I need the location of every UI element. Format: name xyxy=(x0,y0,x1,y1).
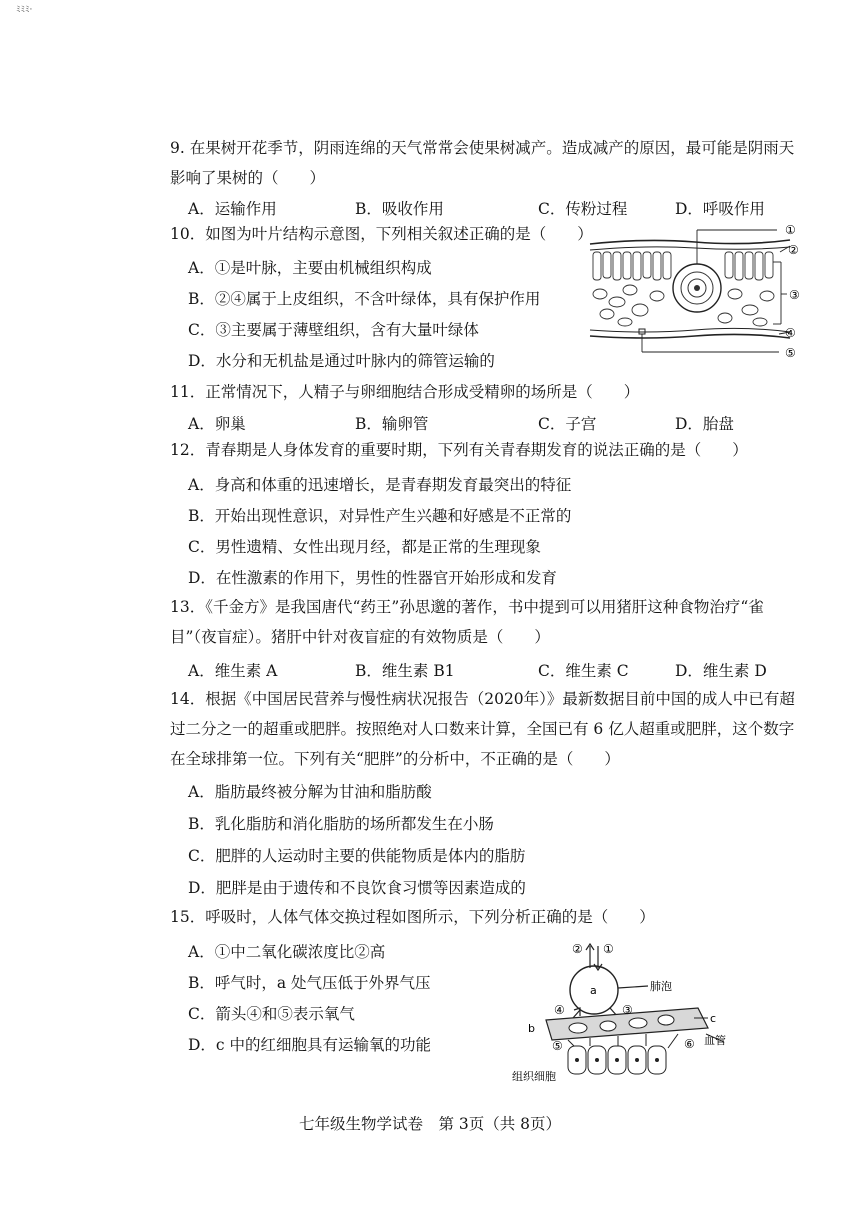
question-14-option-c: C．肥胖的人运动时主要的供能物质是体内的脂肪 xyxy=(188,847,526,865)
gas-label-4: ④ xyxy=(554,1003,565,1017)
question-13-stem-line1: 13．《千金方》是我国唐代“药王”孙思邈的著作，书中提到可以用猪肝这种食物治疗“雀 xyxy=(170,598,764,616)
leaf-label-3: ③ xyxy=(789,288,800,302)
question-9-stem-line2: 影响了果树的（ ） xyxy=(170,169,326,187)
question-12-stem: 12．青春期是人身体发育的重要时期，下列有关青春期发育的说法正确的是（ ） xyxy=(170,441,748,459)
question-15-stem: 15．呼吸时，人体气体交换过程如图所示，下列分析正确的是（ ） xyxy=(170,908,655,926)
question-9-option-a: A．运输作用 xyxy=(188,200,277,218)
question-12-option-b: B．开始出现性意识，对异性产生兴趣和好感是不正常的 xyxy=(188,507,572,525)
gas-label-1: ① xyxy=(603,942,614,956)
question-10-option-c: C．③主要属于薄壁组织，含有大量叶绿体 xyxy=(188,321,479,339)
question-9 xyxy=(170,133,794,193)
question-14 xyxy=(170,684,795,774)
question-14-option-a: A．脂肪最终被分解为甘油和脂肪酸 xyxy=(188,783,432,801)
question-11-option-a: A．卵巢 xyxy=(188,415,246,433)
leaf-label-2: ② xyxy=(788,243,799,257)
gas-label-vessel: 血管 xyxy=(704,1034,726,1047)
leaf-label-5: ⑤ xyxy=(785,346,796,360)
question-13-stem-line2: 目”（夜盲症）。猪肝中针对夜盲症的有效物质是（ ） xyxy=(170,628,550,646)
gas-label-3: ③ xyxy=(622,1003,633,1017)
question-12-option-d: D．在性激素的作用下，男性的性器官开始形成和发育 xyxy=(188,569,557,587)
question-14-stem-line1: 14．根据《中国居民营养与慢性病状况报告（2020年）》最新数据目前中国的成人中已有超 xyxy=(170,690,795,708)
page-footer: 七年级生物学试卷 第 3页（共 8页） xyxy=(298,1115,562,1133)
gas-label-6: ⑥ xyxy=(684,1037,695,1051)
question-11-option-d: D．胎盘 xyxy=(675,415,734,433)
question-9-stem-line1: 9. 在果树开花季节，阴雨连绵的天气常常会使果树减产。造成减产的原因，最可能是阴雨天 xyxy=(170,139,795,157)
question-14-option-d: D．肥胖是由于遗传和不良饮食习惯等因素造成的 xyxy=(188,879,526,897)
question-12-option-c: C．男性遗精、女性出现月经，都是正常的生理现象 xyxy=(188,538,541,556)
question-15-option-d: D．c 中的红细胞具有运输氧的功能 xyxy=(188,1036,432,1054)
question-13-option-d: D．维生素 D xyxy=(675,662,767,680)
leaf-label-1: ① xyxy=(785,223,796,237)
question-11-option-b: B．输卵管 xyxy=(355,415,429,433)
question-15-option-c: C．箭头④和⑤表示氧气 xyxy=(188,1005,355,1023)
question-10-option-a: A．①是叶脉，主要由机械组织构成 xyxy=(188,259,432,277)
question-14-option-b: B．乳化脂肪和消化脂肪的场所都发生在小肠 xyxy=(188,815,494,833)
question-15-option-b: B．呼气时，a 处气压低于外界气压 xyxy=(188,974,431,992)
gas-label-a: a xyxy=(590,984,597,997)
gas-exchange-figure xyxy=(508,938,748,1088)
question-14-stem-line2: 过二分之一的超重或肥胖。按照绝对人口数来计算，全国已有 6 亿人超重或肥胖，这个数字 xyxy=(170,720,795,738)
leaf-structure-figure xyxy=(585,222,815,362)
scan-mark: ﾐﾐﾐ· xyxy=(16,5,33,15)
gas-label-tissue: 组织细胞 xyxy=(512,1070,556,1083)
question-13-option-b: B．维生素 B1 xyxy=(355,662,455,680)
question-10-option-b: B．②④属于上皮组织，不含叶绿体，具有保护作用 xyxy=(188,290,541,308)
gas-label-alveolus: 肺泡 xyxy=(650,980,672,993)
gas-label-c: c xyxy=(710,1012,717,1025)
leaf-label-4: ④ xyxy=(785,326,796,340)
question-9-option-c: C．传粉过程 xyxy=(538,200,628,218)
question-10-stem: 10．如图为叶片结构示意图，下列相关叙述正确的是（ ） xyxy=(170,225,593,243)
question-14-stem-line3: 在全球排第一位。下列有关“肥胖”的分析中，不正确的是（ ） xyxy=(170,750,620,768)
question-15-option-a: A．①中二氧化碳浓度比②高 xyxy=(188,943,386,961)
question-11-option-c: C．子宫 xyxy=(538,415,597,433)
question-13-option-a: A．维生素 A xyxy=(188,662,278,680)
question-9-option-b: B．吸收作用 xyxy=(355,200,444,218)
gas-label-b: b xyxy=(528,1022,535,1035)
question-10-option-d: D．水分和无机盐是通过叶脉内的筛管运输的 xyxy=(188,352,495,370)
question-13 xyxy=(170,592,764,652)
gas-label-5: ⑤ xyxy=(552,1039,563,1053)
question-11-stem: 11．正常情况下，人精子与卵细胞结合形成受精卵的场所是（ ） xyxy=(170,383,640,401)
gas-label-2: ② xyxy=(572,942,583,956)
question-9-option-d: D．呼吸作用 xyxy=(675,200,765,218)
question-12-option-a: A．身高和体重的迅速增长，是青春期发育最突出的特征 xyxy=(188,476,572,494)
question-13-option-c: C．维生素 C xyxy=(538,662,629,680)
